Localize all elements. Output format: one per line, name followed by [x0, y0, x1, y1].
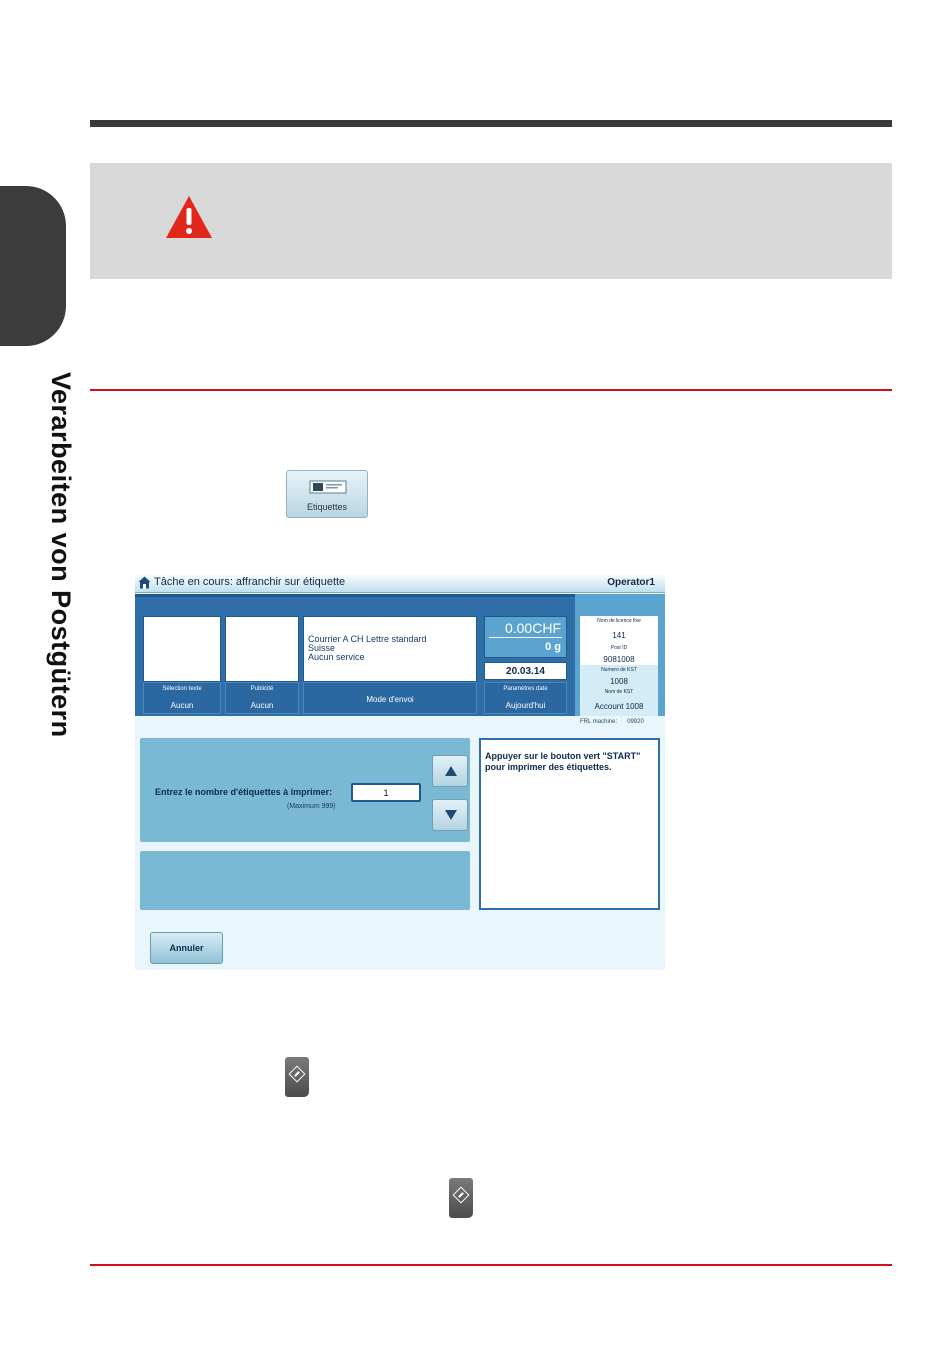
- kst-name-value: Account 1008: [594, 702, 644, 711]
- licence-value: 141: [612, 631, 626, 640]
- screen-title-bar: [135, 573, 665, 593]
- mode-envoi-caption[interactable]: Mode d'envoi: [303, 682, 477, 714]
- post-id-label: Post ID: [610, 645, 628, 651]
- kst-name-label: Nom de KST: [604, 689, 634, 695]
- screen-title: Tâche en cours: affranchir sur étiquette: [154, 576, 346, 588]
- kst-number-label: Numero de KST: [601, 667, 637, 673]
- decrement-button[interactable]: [432, 799, 468, 831]
- licence-label: Nom de licence fixe: [597, 618, 641, 624]
- label-count-maximum: (Maximum 999): [287, 803, 336, 810]
- top-divider: [90, 120, 892, 127]
- mode-line-1: Courrier A CH Lettre standard: [308, 634, 427, 644]
- home-icon[interactable]: [138, 576, 151, 589]
- section-divider-top: [90, 389, 892, 391]
- postage-amount: 0.00CHF: [504, 620, 561, 636]
- chapter-tab: [0, 186, 66, 346]
- weight-value: 0 g: [545, 641, 561, 653]
- mode-line-3: Aucun service: [308, 652, 365, 662]
- publicite-slot[interactable]: [225, 616, 299, 682]
- arrow-up-icon: [445, 766, 457, 776]
- label-printer-icon: [309, 479, 347, 495]
- account-info-card: [580, 616, 658, 716]
- selection-texte-slot[interactable]: [143, 616, 221, 682]
- mode-line-2: Suisse: [308, 643, 336, 653]
- increment-button[interactable]: [432, 755, 468, 787]
- selection-texte-caption[interactable]: Sélection texte Aucun: [143, 682, 221, 714]
- arrow-down-icon: [445, 810, 457, 820]
- post-id-value: 9081008: [603, 655, 635, 664]
- warning-icon: [164, 194, 214, 240]
- label-count-prompt: Entrez le nombre d'étiquettes à imprimer:: [155, 787, 333, 797]
- etiquettes-button[interactable]: [286, 470, 368, 518]
- publicite-caption[interactable]: Publicité Aucun: [225, 682, 299, 714]
- secondary-panel: [140, 851, 470, 910]
- etiquettes-button-label: Etiquettes: [306, 502, 348, 512]
- label-count-input[interactable]: 1: [351, 783, 421, 802]
- section-divider-bottom: [90, 1264, 892, 1266]
- cancel-button[interactable]: Annuler: [150, 932, 223, 964]
- start-key-icon: [449, 1178, 473, 1218]
- start-key-icon: [285, 1057, 309, 1097]
- device-screen: [135, 573, 665, 970]
- parametres-date-caption[interactable]: Paramètres date Aujourd'hui: [484, 682, 567, 714]
- postage-display: [484, 616, 567, 658]
- mode-envoi-slot[interactable]: [303, 616, 477, 682]
- chapter-side-label: Verarbeiten von Postgütern: [46, 372, 76, 738]
- warning-box: [90, 163, 892, 279]
- operator-name: Operator1: [607, 577, 655, 588]
- account-info-panel: [575, 594, 665, 716]
- frl-machine: FRL machine: 09920: [580, 719, 644, 725]
- label-count-panel: [140, 738, 470, 842]
- date-value[interactable]: 20.03.14: [484, 662, 567, 680]
- kst-number-value: 1008: [610, 677, 628, 686]
- instruction-message: Appuyer sur le bouton vert "START" pour imprimer des étiquettes.: [479, 738, 660, 910]
